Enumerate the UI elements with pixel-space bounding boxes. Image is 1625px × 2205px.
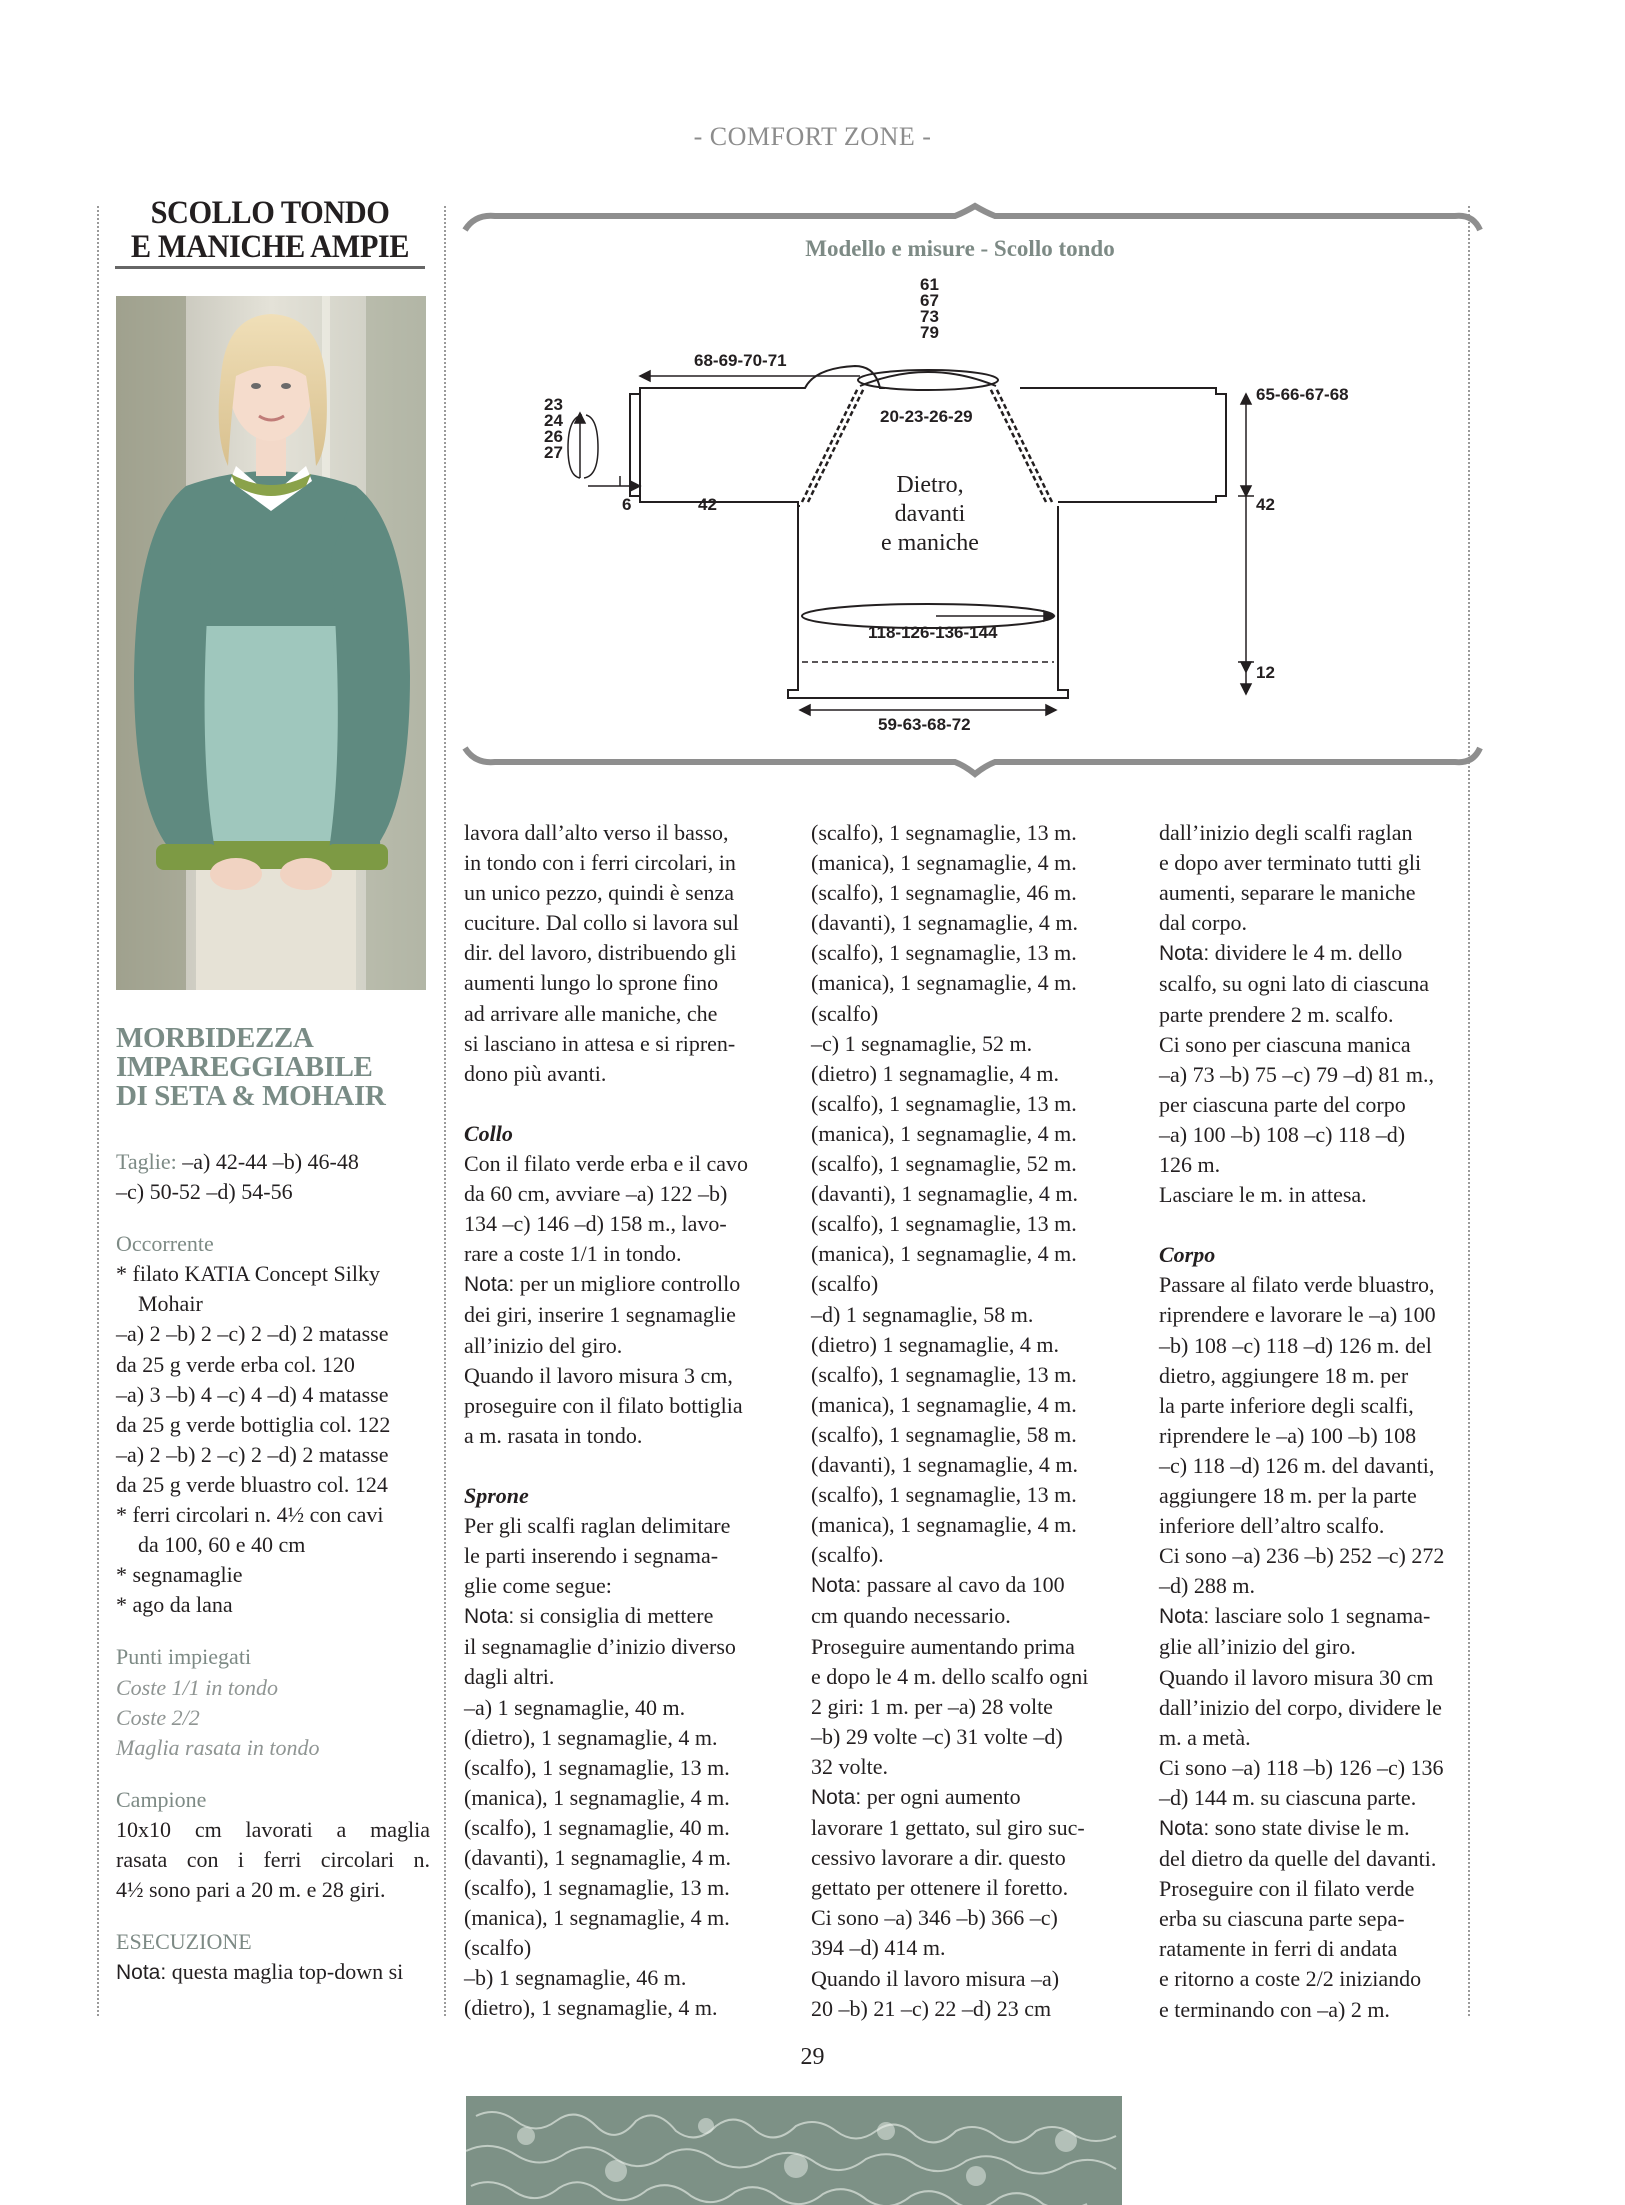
text-line: riprendere e lavorare le –a) 100 [1159, 1302, 1436, 1328]
text-line: (manica), 1 segnamaglie, 4 m. [811, 850, 1077, 876]
bottom-width-label: 59-63-68-72 [878, 715, 971, 734]
body-center-label: davanti [894, 501, 966, 527]
text-line [464, 1269, 774, 1300]
materials-line: da 25 g verde erba col. 120 [116, 1351, 355, 1377]
text-line: (manica), 1 segnamaglie, 4 m. [811, 1241, 1077, 1267]
materials-line: da 100, 60 e 40 cm [138, 1532, 306, 1558]
cuff-size-label: 23 [544, 395, 563, 414]
text-line: in tondo con i ferri circolari, in [464, 850, 736, 876]
text-line: (scalfo), 1 segnamaglie, 13 m. [811, 1090, 1077, 1116]
note-label: Nota: [464, 1605, 515, 1629]
text-line: a m. rasata in tondo. [464, 1422, 643, 1448]
note-text: questa maglia top-down si [166, 1959, 404, 1985]
text-line: (davanti), 1 segnamaglie, 4 m. [811, 1451, 1078, 1477]
text-line: cuciture. Dal collo si lavora sul [464, 910, 739, 936]
text-column-1 [464, 818, 774, 2024]
materials-line: Mohair [138, 1291, 203, 1317]
note-label: Nota: [116, 1961, 167, 1985]
text-line: (manica), 1 segnamaglie, 4 m. [464, 1905, 730, 1931]
text-line: Ci sono –a) 236 –b) 252 –c) 272 [1159, 1543, 1445, 1569]
gauge-line: 4½ sono pari a 20 m. e 28 giri. [116, 1877, 386, 1903]
column-rule [97, 206, 99, 2016]
neck-size-label: 79 [920, 323, 939, 342]
neck-size-label: 73 [920, 307, 939, 326]
stitch-item: Coste 2/2 [116, 1704, 200, 1730]
neck-size-label: 61 [920, 275, 939, 294]
text-line: e dopo aver terminato tutti gli [1159, 850, 1422, 876]
text-line: parte prendere 2 m. scalfo. [1159, 1001, 1394, 1027]
text-line: all’inizio del giro. [464, 1332, 623, 1358]
gauge-line: 10x10 cm lavorati a maglia [116, 1816, 430, 1842]
text-line: –a) 1 segnamaglie, 40 m. [464, 1694, 686, 1720]
text-line: (manica), 1 segnamaglie, 4 m. [811, 1391, 1077, 1417]
text-line: si lasciano in attesa e si ripren- [464, 1030, 736, 1056]
text-line: ad arrivare alle maniche, che [464, 1000, 718, 1026]
text-line: Ci sono –a) 118 –b) 126 –c) 136 [1159, 1754, 1444, 1780]
text-line: glie come segue: [464, 1573, 612, 1599]
text-line: (scalfo), 1 segnamaglie, 40 m. [464, 1814, 730, 1840]
cuff-length-label: 42 [698, 495, 717, 514]
schematic-diagram [540, 270, 1360, 750]
gauge-label: Campione [116, 1786, 207, 1812]
text-line: cm quando necessario. [811, 1603, 1011, 1629]
text-line: (dietro), 1 segnamaglie, 4 m. [464, 1995, 718, 2021]
text-line: m. a metà. [1159, 1724, 1251, 1750]
text-line: e dopo le 4 m. dello scalfo ogni [811, 1663, 1089, 1689]
text-line: aumenti lungo lo sprone fino [464, 970, 719, 996]
raglan-depth-label: 65-66-67-68 [1256, 385, 1349, 404]
execution-label: ESECUZIONE [116, 1929, 252, 1955]
model-photo [116, 296, 426, 990]
materials-line: da 25 g verde bottiglia col. 122 [116, 1411, 391, 1437]
text-line: dagli altri. [464, 1664, 555, 1690]
materials-line: * filato KATIA Concept Silky [116, 1261, 380, 1287]
text-line: un unico pezzo, quindi è senza [464, 880, 735, 906]
text-line: (scalfo), 1 segnamaglie, 46 m. [811, 880, 1077, 906]
text-line: e terminando con –a) 2 m. [1159, 1996, 1390, 2022]
text-line: (manica), 1 segnamaglie, 4 m. [464, 1784, 730, 1810]
text-line [1159, 1813, 1469, 1844]
text-line: lavora dall’alto verso il basso, [464, 820, 729, 845]
subtitle-line: DI SETA & MOHAIR [116, 1080, 386, 1112]
execution-note [116, 1957, 430, 1988]
title-rule [115, 266, 425, 269]
text-line: riprendere le –a) 100 –b) 108 [1159, 1422, 1417, 1448]
title-line: E MANICHE AMPIE [130, 229, 410, 265]
text-line: –b) 108 –c) 118 –d) 126 m. del [1159, 1332, 1432, 1358]
text-line [1159, 1601, 1469, 1632]
text-line: (scalfo), 1 segnamaglie, 13 m. [811, 1211, 1077, 1237]
text-line: scalfo, su ogni lato di ciascuna [1159, 971, 1430, 997]
text-line: (scalfo) [811, 1271, 879, 1297]
text-line: –d) 144 m. su ciascuna parte. [1159, 1784, 1417, 1810]
text-line: Per gli scalfi raglan delimitare [464, 1512, 731, 1538]
text-line: Con il filato verde erba e il cavo [464, 1150, 749, 1176]
note-label: Nota: [811, 1574, 862, 1598]
text-line: dall’inizio del corpo, dividere le [1159, 1694, 1442, 1720]
text-line: Quando il lavoro misura 3 cm, [464, 1362, 733, 1388]
mohair-texture-illustration [466, 2096, 1122, 2205]
sizes-line: –a) 42-44 –b) 46-48 [176, 1149, 359, 1174]
text-line: (scalfo), 1 segnamaglie, 13 m. [811, 1361, 1077, 1387]
note-label: Nota: [464, 1273, 515, 1297]
text-line: dei giri, inserire 1 segnamaglie [464, 1302, 736, 1328]
stitch-item: Maglia rasata in tondo [116, 1734, 320, 1760]
text-line: –a) 73 –b) 75 –c) 79 –d) 81 m., [1159, 1061, 1434, 1087]
neck-size-label: 67 [920, 291, 939, 310]
text-line: (scalfo). [811, 1542, 884, 1568]
text-line: 20 –b) 21 –c) 22 –d) 23 cm [811, 1995, 1052, 2021]
text-line: (scalfo), 1 segnamaglie, 13 m. [464, 1875, 730, 1901]
text-line: 32 volte. [811, 1753, 888, 1779]
text-line [811, 1570, 1121, 1601]
text-line: erba su ciascuna parte sepa- [1159, 1906, 1405, 1932]
sizes-line: –c) 50-52 –d) 54-56 [116, 1179, 293, 1205]
text-line: il segnamaglie d’inizio diverso [464, 1634, 736, 1660]
materials-label: Occorrente [116, 1231, 214, 1257]
text-line: 134 –c) 146 –d) 158 m., lavo- [464, 1211, 727, 1237]
text-line: Ci sono –a) 346 –b) 366 –c) [811, 1905, 1058, 1931]
sizes [116, 1147, 430, 1177]
text-line: (manica), 1 segnamaglie, 4 m. [811, 1120, 1077, 1146]
text-line: glie all’inizio del giro. [1159, 1634, 1356, 1660]
section-heading: Corpo [1159, 1242, 1216, 1268]
text-line: del dietro da quelle del davanti. [1159, 1846, 1437, 1872]
materials-line: * ferri circolari n. 4½ con cavi [116, 1502, 384, 1528]
text-line: –c) 118 –d) 126 m. del davanti, [1159, 1452, 1435, 1478]
note-text: sono state divise le m. [1209, 1815, 1410, 1840]
text-line: 394 –d) 414 m. [811, 1935, 946, 1961]
text-line: rare a coste 1/1 in tondo. [464, 1241, 682, 1267]
text-line: –c) 1 segnamaglie, 52 m. [811, 1030, 1033, 1056]
text-line: Passare al filato verde bluastro, [1159, 1272, 1435, 1298]
text-line: 126 m. [1159, 1152, 1221, 1178]
text-line: cessivo lavorare a dir. questo [811, 1845, 1066, 1871]
text-line: (scalfo), 1 segnamaglie, 13 m. [811, 1482, 1077, 1508]
text-line: aumenti, separare le maniche [1159, 880, 1416, 906]
gauge-line: rasata con i ferri circolari n. [116, 1846, 430, 1872]
text-line: dall’inizio degli scalfi raglan [1159, 820, 1413, 845]
cuff-size-label: 24 [544, 411, 563, 430]
subtitle-line: IMPAREGGIABILE [116, 1051, 373, 1083]
cuff-depth-label: 6 [622, 495, 632, 514]
text-line: (scalfo), 1 segnamaglie, 13 m. [464, 1754, 730, 1780]
note-text: dividere le 4 m. dello [1209, 940, 1403, 966]
text-line: dal corpo. [1159, 910, 1247, 936]
note-label: Nota: [1159, 1817, 1210, 1840]
text-line: –d) 1 segnamaglie, 58 m. [811, 1301, 1034, 1327]
subtitle-line: MORBIDEZZA [116, 1022, 314, 1054]
text-line: aggiungere 18 m. per la parte [1159, 1482, 1417, 1508]
left-info-column [116, 1024, 430, 1988]
text-line: gettato per ottenere il foretto. [811, 1875, 1069, 1901]
text-line: Proseguire aumentando prima [811, 1633, 1075, 1659]
cuff-size-label: 27 [544, 443, 563, 462]
text-line: (davanti), 1 segnamaglie, 4 m. [811, 1181, 1078, 1207]
chest-label: 118-126-136-144 [868, 623, 998, 642]
text-line: dir. del lavoro, distribuendo gli [464, 940, 737, 966]
text-column-3 [1159, 818, 1469, 2025]
text-line: –d) 288 m. [1159, 1573, 1255, 1599]
text-line: le parti inserendo i segnama- [464, 1543, 719, 1569]
text-line: (davanti), 1 segnamaglie, 4 m. [811, 910, 1078, 936]
mohair-texture-image [466, 2096, 1122, 2205]
text-line: dono più avanti. [464, 1060, 607, 1086]
cuff-size-label: 26 [544, 427, 563, 446]
text-line: lavorare 1 gettato, sul giro suc- [811, 1815, 1085, 1841]
text-line: Lasciare le m. in attesa. [1159, 1182, 1367, 1208]
note-text: si consiglia di mettere [514, 1603, 714, 1629]
stitches-label: Punti impiegati [116, 1644, 252, 1670]
text-line: Ci sono per ciascuna manica [1159, 1031, 1411, 1057]
sleeve-length-label: 68-69-70-71 [694, 351, 787, 370]
note-label: Nota: [1159, 942, 1210, 966]
body-center-label: e maniche [881, 530, 979, 556]
text-line: –b) 1 segnamaglie, 46 m. [464, 1965, 687, 1991]
page-number: 29 [800, 2044, 825, 2070]
rib-length-label: 12 [1256, 663, 1275, 682]
text-line: (scalfo), 1 segnamaglie, 13 m. [811, 820, 1077, 845]
text-line: (scalfo), 1 segnamaglie, 52 m. [811, 1151, 1077, 1177]
note-text: per un migliore controllo [514, 1271, 741, 1297]
text-line [1159, 938, 1469, 969]
text-line: –b) 29 volte –c) 31 volte –d) [811, 1723, 1063, 1749]
text-line: (davanti), 1 segnamaglie, 4 m. [464, 1845, 731, 1870]
text-line: Quando il lavoro misura –a) [811, 1965, 1060, 1991]
body-center-label: Dietro, [896, 472, 964, 498]
text-line: –a) 100 –b) 108 –c) 118 –d) [1159, 1121, 1406, 1147]
text-line: (manica), 1 segnamaglie, 4 m. [811, 1512, 1077, 1538]
text-line: (scalfo), 1 segnamaglie, 58 m. [811, 1421, 1077, 1447]
body-length-label: 42 [1256, 495, 1275, 514]
diagram-title: Modello e misure - Scollo tondo [805, 236, 1115, 261]
title-line: SCOLLO TONDO [150, 195, 390, 231]
note-text: lasciare solo 1 segnama- [1209, 1603, 1431, 1629]
materials-line: –a) 2 –b) 2 –c) 2 –d) 2 matasse [116, 1321, 389, 1347]
text-line: 2 giri: 1 m. per –a) 28 volte [811, 1693, 1053, 1719]
text-line: (scalfo) [811, 1000, 879, 1026]
text-column-2 [811, 818, 1121, 2024]
running-header: - COMFORT ZONE - [693, 122, 932, 151]
pattern-title [127, 196, 412, 264]
text-line: inferiore dell’altro scalfo. [1159, 1513, 1385, 1539]
text-line: da 60 cm, avviare –a) 122 –b) [464, 1181, 728, 1207]
materials-line: da 25 g verde bluastro col. 124 [116, 1471, 388, 1497]
sizes-label: Taglie: [116, 1149, 177, 1174]
text-line: (dietro) 1 segnamaglie, 4 m. [811, 1060, 1060, 1086]
note-label: Nota: [811, 1786, 862, 1809]
materials-line: * segnamaglie [116, 1562, 243, 1588]
note-text: per ogni aumento [861, 1784, 1021, 1809]
text-line: (dietro) 1 segnamaglie, 4 m. [811, 1331, 1060, 1357]
text-line [464, 1601, 774, 1632]
text-line: proseguire con il filato bottiglia [464, 1392, 743, 1418]
text-line [811, 1782, 1121, 1813]
text-line: Proseguire con il filato verde [1159, 1876, 1415, 1902]
text-line: (scalfo) [464, 1935, 532, 1961]
materials-line: * ago da lana [116, 1592, 233, 1618]
pattern-subtitle [116, 1024, 430, 1111]
text-line: (dietro), 1 segnamaglie, 4 m. [464, 1724, 718, 1750]
text-line: (manica), 1 segnamaglie, 4 m. [811, 970, 1077, 996]
text-line: per ciascuna parte del corpo [1159, 1091, 1406, 1117]
materials-line: –a) 3 –b) 4 –c) 4 –d) 4 matasse [116, 1381, 389, 1407]
text-line: ratamente in ferri di andata [1159, 1936, 1398, 1962]
section-heading: Sprone [464, 1482, 529, 1508]
text-line: (scalfo), 1 segnamaglie, 13 m. [811, 940, 1077, 966]
section-heading: Collo [464, 1120, 513, 1146]
stitch-item: Coste 1/1 in tondo [116, 1674, 278, 1700]
materials-line: –a) 2 –b) 2 –c) 2 –d) 2 matasse [116, 1441, 389, 1467]
text-line: e ritorno a coste 2/2 iniziando [1159, 1966, 1422, 1992]
note-label: Nota: [1159, 1605, 1210, 1629]
column-rule [444, 206, 446, 2016]
model-photo-illustration [116, 296, 426, 990]
text-line: dietro, aggiungere 18 m. per [1159, 1362, 1409, 1388]
neck-width-label: 20-23-26-29 [880, 407, 973, 426]
text-line: Quando il lavoro misura 30 cm [1159, 1664, 1434, 1690]
text-line: la parte inferiore degli scalfi, [1159, 1392, 1414, 1418]
note-text: passare al cavo da 100 [861, 1572, 1065, 1598]
